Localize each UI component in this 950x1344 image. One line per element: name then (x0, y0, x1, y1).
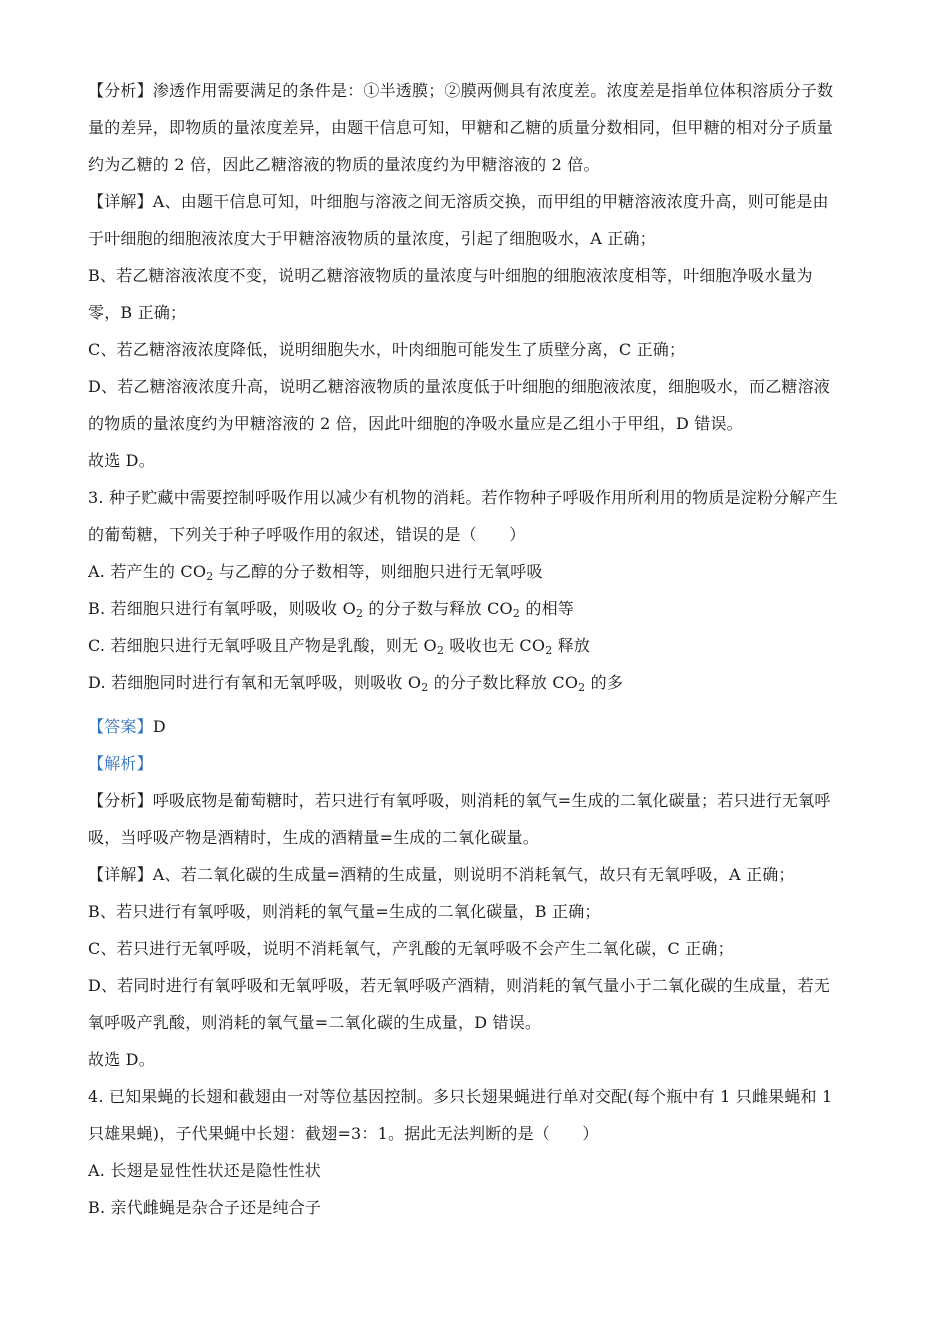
question-4-line-2: 只雄果蝇)，子代果蝇中长翅：截翅=3：1。据此无法判断的是（ ） (88, 1124, 599, 1143)
detail2-line-5: 氧呼吸产乳酸，则消耗的氧气量=二氧化碳的生成量，D 错误。 (88, 1013, 542, 1032)
question-3-line-1: 3. 种子贮藏中需要控制呼吸作用以减少有机物的消耗。若作物种子呼吸作用所利用的物质是淀粉分解产生 (88, 488, 838, 507)
question-4-line-1: 4. 已知果蝇的长翅和截翅由一对等位基因控制。多只长翅果蝇进行单对交配(每个瓶中有 1 只雌果蝇和 1 (88, 1087, 833, 1106)
q4-option-a: A. 长翅是显性性状还是隐性性状 (88, 1161, 321, 1180)
detail2-line-1: 【详解】A、若二氧化碳的生成量=酒精的生成量，则说明不消耗氧气，故只有无氧呼吸，A 正确； (88, 865, 795, 884)
detail-line-5: C、若乙糖溶液浓度降低，说明细胞失水，叶肉细胞可能发生了质壁分离，C 正确； (88, 340, 686, 359)
q3-option-b: B. 若细胞只进行有氧呼吸，则吸收 $O_2$ 的分子数与释放 $CO_2$ 的相等 (88, 599, 574, 620)
detail-line-6: D、若乙糖溶液浓度升高，说明乙糖溶液物质的量浓度低于叶细胞的细胞液浓度，细胞吸水，而乙糖溶液 (88, 377, 831, 396)
detail-line-7: 的物质的量浓度约为甲糖溶液的 2 倍，因此叶细胞的净吸水量应是乙组小于甲组，D 错误。 (88, 414, 743, 433)
detail2-line-2: B、若只进行有氧呼吸，则消耗的氧气量=生成的二氧化碳量，B 正确； (88, 902, 601, 921)
detail-line-3: B、若乙糖溶液浓度不变，说明乙糖溶液物质的量浓度与叶细胞的细胞液浓度相等，叶细胞净吸水量为 (88, 266, 813, 285)
conclusion-line: 故选 D。 (88, 451, 155, 470)
answer-line (88, 708, 890, 745)
conclusion2-line: 故选 D。 (88, 1050, 155, 1069)
detail-line-2: 于叶细胞的细胞液浓度大于甲糖溶液物质的量浓度，引起了细胞吸水，A 正确； (88, 229, 656, 248)
detail-line-1: 【详解】A、由题干信息可知，叶细胞与溶液之间无溶质交换，而甲组的甲糖溶液浓度升高，则可能是由 (88, 192, 829, 211)
jiexi-label: 【解析】 (88, 754, 153, 773)
detail2-line-4: D、若同时进行有氧呼吸和无氧呼吸，若无氧呼吸产酒精，则消耗的氧气量小于二氧化碳的生成量，若无 (88, 976, 831, 995)
question-3-line-2: 的葡萄糖，下列关于种子呼吸作用的叙述，错误的是（ ） (88, 525, 526, 544)
analysis-line-1: 【分析】渗透作用需要满足的条件是：①半透膜；②膜两侧具有浓度差。浓度差是指单位体积溶质分子数 (88, 81, 834, 100)
analysis-line-3: 约为乙糖的 2 倍，因此乙糖溶液的物质的量浓度约为甲糖溶液的 2 倍。 (88, 155, 600, 174)
analysis2-line-1: 【分析】呼吸底物是葡萄糖时，若只进行有氧呼吸，则消耗的氧气=生成的二氧化碳量；若只进行无氧呼 (88, 791, 831, 810)
analysis-line-2: 量的差异，即物质的量浓度差异，由题干信息可知，甲糖和乙糖的质量分数相同，但甲糖的相对分子质量 (88, 118, 834, 137)
detail-line-4: 零，B 正确； (88, 303, 187, 322)
answer-value: D (152, 717, 166, 736)
q3-option-c: C. 若细胞只进行无氧呼吸且产物是乳酸，则无 $O_2$ 吸收也无 $CO_2$ 释放 (88, 636, 591, 657)
q3-option-a: A. 若产生的 $CO_2$ 与乙醇的分子数相等，则细胞只进行无氧呼吸 (88, 562, 543, 583)
q3-option-d: D. 若细胞同时进行有氧和无氧呼吸，则吸收 $O_2$ 的分子数比释放 $CO_2$ 的多 (88, 673, 624, 694)
detail2-line-3: C、若只进行无氧呼吸，说明不消耗氧气，产乳酸的无氧呼吸不会产生二氧化碳，C 正确； (88, 939, 734, 958)
q4-option-b: B. 亲代雌蝇是杂合子还是纯合子 (88, 1198, 322, 1217)
answer-label: 【答案】 (88, 717, 153, 736)
analysis2-line-2: 吸，当呼吸产物是酒精时，生成的酒精量=生成的二氧化碳量。 (88, 828, 540, 847)
